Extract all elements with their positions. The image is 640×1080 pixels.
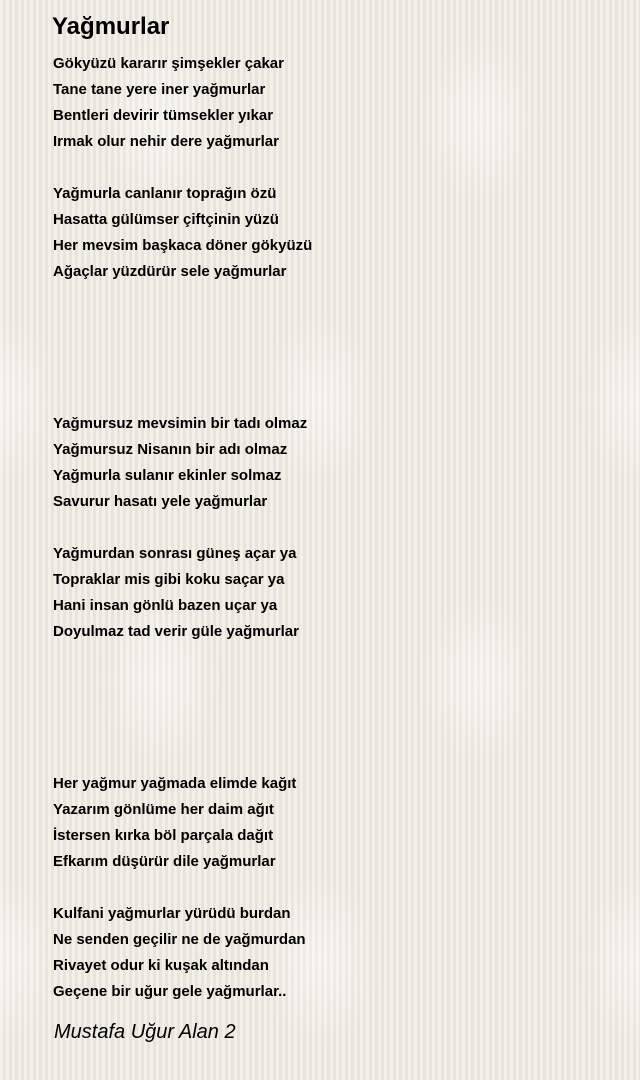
poem-line: Yağmursuz Nisanın bir adı olmaz [53,441,288,458]
poem-line: Bentleri devirir tümsekler yıkar [53,107,274,124]
poem-line: Gökyüzü kararır şimşekler çakar [53,55,284,72]
poem-line: Hani insan gönlü bazen uçar ya [53,597,278,614]
poem-line: Tane tane yere iner yağmurlar [53,81,266,98]
poem-line: Hasatta gülümser çiftçinin yüzü [53,211,279,228]
stanza [53,411,307,515]
poem-line: İstersen kırka böl parçala dağıt [53,827,274,844]
poem-line: Yazarım gönlüme her daim ağıt [53,801,274,818]
poem-line: Yağmurdan sonrası güneş açar ya [53,545,297,562]
poem-author: Mustafa Uğur Alan 2 [54,1021,236,1043]
poem-line: Yağmurla canlanır toprağın özü [53,185,277,202]
stanza [53,901,306,1005]
poem-line: Her yağmur yağmada elimde kağıt [53,775,297,792]
poem-line: Rivayet odur ki kuşak altından [53,957,269,974]
poem-line: Yağmurla sulanır ekinler solmaz [53,467,282,484]
poem-line: Ne senden geçilir ne de yağmurdan [53,931,306,948]
poem-line: Efkarım düşürür dile yağmurlar [53,853,276,870]
poem-line: Irmak olur nehir dere yağmurlar [53,133,279,150]
poem-title: Yağmurlar [52,13,170,40]
stanza [53,51,284,155]
poem-line: Yağmursuz mevsimin bir tadı olmaz [53,415,308,432]
stanza [53,181,312,285]
poem-line: Her mevsim başkaca döner gökyüzü [53,237,313,254]
poem-line: Doyulmaz tad verir güle yağmurlar [53,623,299,640]
poem-line: Geçene bir uğur gele yağmurlar.. [53,983,287,1000]
poem-line: Kulfani yağmurlar yürüdü burdan [53,905,291,922]
stanza [53,771,296,875]
poem-line: Ağaçlar yüzdürür sele yağmurlar [53,263,287,280]
stanza [53,541,299,645]
poem-line: Topraklar mis gibi koku saçar ya [53,571,285,588]
poem-line: Savurur hasatı yele yağmurlar [53,493,268,510]
